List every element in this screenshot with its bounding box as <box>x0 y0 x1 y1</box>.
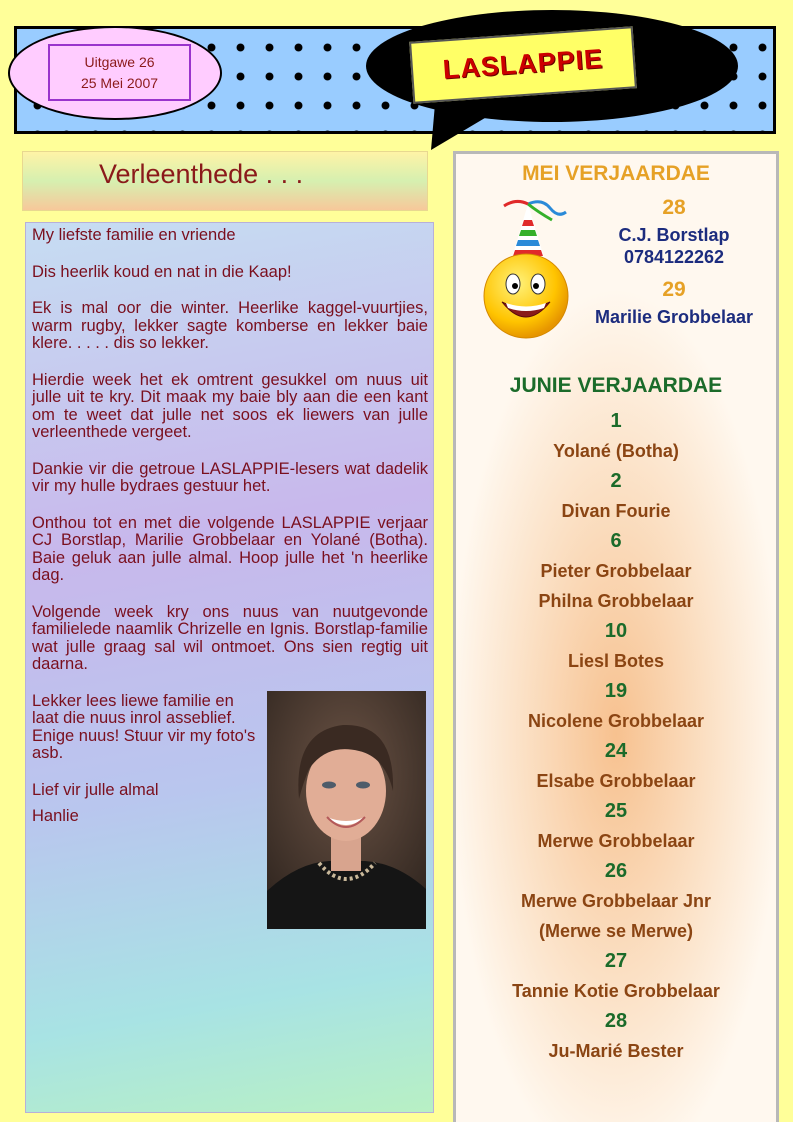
birthday-name: Marilie Grobbelaar <box>594 307 754 327</box>
birthday-entry <box>576 278 772 328</box>
birthday-day: 28 <box>662 196 686 219</box>
birthday-name: Merwe Grobbelaar Jnr <box>520 891 712 911</box>
birthday-name: Yolané (Botha) <box>553 441 679 461</box>
birthday-day: 1 <box>610 410 622 432</box>
birthday-day: 27 <box>604 950 628 972</box>
paragraph: Dis heerlik koud en nat in die Kaap! <box>32 262 292 281</box>
birthday-name: Ju-Marié Bester <box>548 1041 684 1061</box>
paragraph: Volgende week kry ons nuus van nuutgevonde familielede naamlik Chrizelle en Ignis. Borstlap-familie wat julle graag sal wil ontmoet. Ons sien regtig uit daarna. <box>32 602 428 673</box>
signature: Hanlie <box>32 807 79 825</box>
birthday-day: 19 <box>604 680 628 702</box>
birthday-phone: 0784122262 <box>623 247 725 267</box>
paragraph: Ek is mal oor die winter. Heerlike kaggel-vuurtjies, warm rugby, lekker sagte komberse en lekker baie klere. . . . . dis so lekker. <box>32 299 428 352</box>
issue-number: Uitgawe 26 <box>84 54 155 70</box>
birthday-day: 29 <box>662 278 686 301</box>
june-birthday-list <box>456 406 776 1066</box>
birthday-name: Merwe Grobbelaar <box>537 831 695 851</box>
party-smiley-icon <box>480 198 570 340</box>
birthday-name: Tannie Kotie Grobbelaar <box>512 981 720 1001</box>
greeting: My liefste familie en vriende <box>32 226 236 244</box>
birthday-name: Elsabe Grobbelaar <box>536 771 696 791</box>
article-title: Verleenthede . . . <box>22 151 428 211</box>
article-body <box>25 222 434 1113</box>
birthday-day: 25 <box>604 800 628 822</box>
birthday-name: Philna Grobbelaar <box>538 591 694 611</box>
birthday-name: Liesl Botes <box>567 651 665 671</box>
may-birthdays-heading: MEI VERJAARDAE <box>522 162 710 185</box>
birthday-name: Pieter Grobbelaar <box>540 561 692 581</box>
birthday-day: 2 <box>610 470 622 492</box>
birthday-day: 10 <box>604 620 628 642</box>
birthday-name: Divan Fourie <box>561 501 671 521</box>
issue-info <box>48 44 191 101</box>
masthead-title: LASLAPPIE <box>409 26 637 103</box>
birthday-day: 28 <box>604 1010 628 1032</box>
paragraph: Hierdie week het ek omtrent gesukkel om nuus uit julle uit te kry. Dit maak my baie bly aan die een kant om te weet dat julle net soos ek liewers van julle verleenthede vergeet. <box>32 370 428 441</box>
birthday-day: 24 <box>604 740 628 762</box>
paragraph: Onthou tot en met die volgende LASLAPPIE verjaar CJ Borstlap, Marilie Grobbelaar en Yolané (Botha). Baie geluk aan julle almal. Hoop julle het 'n heerlike dag. <box>32 513 428 584</box>
birthdays-panel <box>453 151 779 1122</box>
birthday-name: C.J. Borstlap <box>618 225 730 245</box>
issue-date: 25 Mei 2007 <box>80 75 159 91</box>
paragraph: Dankie vir die getroue LASLAPPIE-lesers wat dadelik vir my hulle bydraes gestuur het. <box>32 459 428 495</box>
june-birthdays-heading: JUNIE VERJAARDAE <box>509 374 723 397</box>
paragraph: Lekker lees liewe familie en laat die nuus inrol asseblief. Enige nuus! Stuur vir my foto's asb. <box>32 691 256 762</box>
birthday-name: Nicolene Grobbelaar <box>527 711 705 731</box>
signoff: Lief vir julle almal <box>32 780 159 799</box>
birthday-day: 6 <box>610 530 622 552</box>
may-birthday-list <box>576 196 772 328</box>
birthday-name: (Merwe se Merwe) <box>538 921 694 941</box>
birthday-entry <box>576 196 772 268</box>
author-photo <box>267 691 426 929</box>
birthday-day: 26 <box>604 860 628 882</box>
